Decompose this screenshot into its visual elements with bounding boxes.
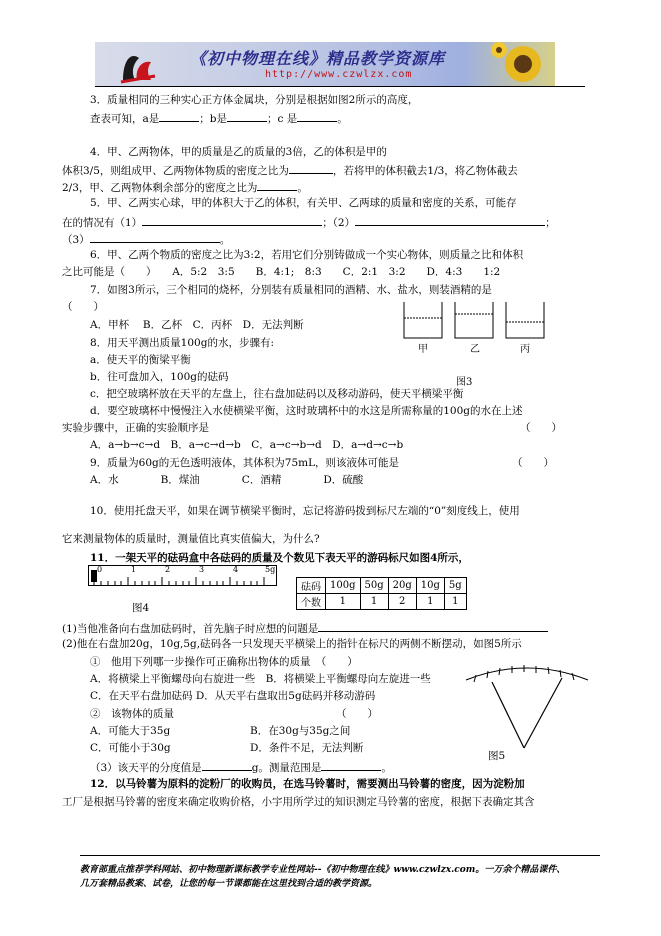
table-cell: 1 (416, 594, 444, 610)
q11-sub2-d: D．条件不足，无法判断 (250, 742, 364, 754)
q3-line2: 查表可知，a是 ；b是 ；c 是 。 (90, 110, 348, 126)
beaker-label-jia: 甲 (418, 344, 428, 355)
beakers-figure (400, 298, 550, 342)
q11-sub2-b: B．在30g与35g之间 (250, 725, 351, 737)
q5-answer-3[interactable] (90, 231, 220, 243)
table-row (297, 578, 467, 594)
q12-line2: 工厂是根据马铃薯的密度来确定收购价格，小宇用所学过的知识测定马铃薯的密度，根据下表确定其含 (62, 796, 535, 808)
q5-line1: 5．甲、乙两实心球，甲的体积大于乙的体积，有关甲、乙两球的质量和密度的关系，可能存 (90, 197, 517, 209)
q4-line3: 2/3，甲、乙两物体剩余部分的密度之比为 。 (62, 179, 308, 195)
sunflower-image (491, 42, 555, 86)
q10-line1: 10．使用托盘天平，如果在调节横梁平衡时，忘记将游码拨到标尺左端的“0”刻度线上，使用 (90, 505, 520, 517)
q4-answer-1[interactable] (289, 162, 333, 174)
q11-p1: (1)当他准备向右盘加砝码时，首先脑子时应想的问题是 (62, 620, 548, 636)
q11-answer-division[interactable] (202, 759, 252, 771)
footer-rule (80, 855, 600, 856)
q4-line2: 体积3/5，则组成甲、乙两物体物质的密度之比为 ，若将甲的体积截去1/3，将乙物体截去 (62, 162, 518, 178)
q8-step-c: c．把空玻璃杯放在天平的左盘上，往右盘加砝码以及移动游码，使天平横梁平衡 (90, 388, 464, 400)
q11-line1: 11．一架天平的砝码盒中各砝码的质量及个数见下表天平的游码标尺如图4所示， (90, 552, 469, 564)
q11-sub2-paren[interactable]: （ ） (336, 708, 378, 720)
q11-sub2-c: C．可能小于30g (90, 742, 171, 754)
ruler-labels: 0 1 2 3 4 5g (97, 565, 276, 574)
q8-options: A．a→b→c→d B．a→c→d→b C．a→c→b→d D．a→d→c→b (90, 439, 404, 451)
pointer-left (492, 682, 524, 748)
q11-sub1: ① 他用下列哪一步操作可正确称出物体的质量 （ ） (90, 656, 358, 668)
footer-line2: 几万套精品教案、试卷，让您的每一节课都能在这里找到合适的教学资源。 (80, 879, 378, 889)
pointer-right (524, 678, 562, 748)
q9-line1: 9．质量为60g的无色透明液体，其体积为75mL，则该液体可能是 (90, 457, 400, 469)
beaker-jia (404, 302, 442, 338)
header-rule (95, 86, 585, 87)
q8-step-a: a．使天平的衡梁平衡 (90, 354, 191, 366)
q11-answer-1[interactable] (318, 620, 548, 632)
table-cell: 2 (388, 594, 416, 610)
weights-table (296, 577, 467, 610)
q11-sub2: ② 该物体的质量 (90, 708, 174, 720)
footer-line1: 教育部重点推荐学科网站、初中物理新课标教学专业性网站--《初中物理在线》www.czwlzx.com。一万余个精品课件、 (80, 865, 566, 875)
q8-step-b: b．往可盘加入，100g的砝码 (90, 371, 229, 383)
banner-url[interactable]: http://www.czwlzx.com (265, 69, 413, 80)
table-cell: 1 (326, 594, 361, 610)
q7-options: A．甲杯 B．乙杯 C．丙杯 D．无法判断 (90, 319, 304, 331)
table-header-cell: 10g (416, 578, 444, 594)
q8-answer-paren[interactable]: （ ） (520, 422, 562, 434)
table-cell: 个数 (297, 594, 326, 610)
q11-sub1-ab: A．将横梁上平衡螺母向右旋进一些 B．将横梁上平衡螺母向左旋进一些 (90, 673, 431, 685)
beaker-yi (455, 302, 493, 338)
q11-p3: （3）该天平的分度值是 g。测量范围是 。 (90, 759, 392, 775)
q8-line6: 实验步骤中，正确的实验顺序是 (62, 422, 209, 434)
q11-sub2-a: A．可能大于35g (90, 725, 171, 737)
q11-p2: (2)他在右盘加20g，10g,5g,砝码各一只发现天平横梁上的指针在标尺的两侧不断摆动，如图5所示 (62, 638, 522, 650)
beaker-label-yi: 乙 (470, 344, 480, 355)
table-header-cell: 5g (444, 578, 466, 594)
q8-step-d: d．要空玻璃杯中慢慢注入水使横梁平衡，这时玻璃杯中的水这是所需称量的100g的水在上述 (90, 405, 523, 417)
table-cell: 1 (444, 594, 466, 610)
q9-options: A．水 B．煤油 C．酒精 D．硫酸 (90, 474, 364, 486)
table-header-cell: 20g (388, 578, 416, 594)
q5-line2: 在的情况有（1） ；（2） ； (62, 214, 556, 230)
q4-answer-2[interactable] (257, 179, 297, 191)
fig3-label: 图3 (456, 377, 473, 388)
q11-sub1-cd: C．在天平右盘加砝码 D．从天平右盘取出5g砝码并移动游码 (90, 690, 376, 702)
q6-line1: 6．甲、乙两个物质的密度之比为3:2，若用它们分别铸做成一个实心物体，则质量之比和体积 (90, 249, 524, 261)
q5-answer-2[interactable] (355, 214, 545, 226)
q3-line1: 3．质量相同的三种实心正方体金属块，分别是根据如图2所示的高度， (90, 94, 419, 106)
beaker-label-bing: 丙 (520, 344, 530, 355)
fig5-label: 图5 (488, 750, 506, 762)
q7-line1: 7．如图3所示，三个相同的烧杯，分别装有质量相同的酒精、水、盐水，则装酒精的是 (90, 284, 492, 296)
table-header-cell: 100g (326, 578, 361, 594)
q11-answer-range[interactable] (321, 759, 381, 771)
table-cell: 1 (360, 594, 388, 610)
table-row (297, 594, 467, 610)
q12-line1: 12．以马铃薯为原料的淀粉厂的收购员，在选马铃薯时，需要测出马铃薯的密度，因为淀粉加 (90, 778, 525, 790)
banner-title: 《初中物理在线》精品教学资源库 (190, 49, 446, 68)
q3-answer-c[interactable] (297, 110, 337, 122)
site-logo-icon (117, 46, 157, 84)
q3-answer-b[interactable] (227, 110, 267, 122)
beaker-bing (506, 302, 544, 338)
q6-line2: 之比可能是（ ） A．5:2 3:5 B．4:1; 8:3 C．2:1 3:2 D．4:3 1:2 (62, 266, 501, 278)
q8-line1: 8．用天平测出质量100g的水，步骤有: (90, 337, 274, 349)
q5-answer-1[interactable] (142, 214, 322, 226)
q7-line2: （ ） (62, 301, 104, 313)
header-banner (95, 42, 555, 86)
q3-answer-a[interactable] (159, 110, 199, 122)
q5-line3: （3） 。 (62, 231, 230, 247)
balance-pointer-figure (462, 660, 592, 760)
q10-line2: 它来测量物体的质量时，测量值比真实值偏大，为什么? (62, 533, 320, 545)
q4-line1: 4．甲、乙两物体，甲的质量是乙的质量的3倍，乙的体积是甲的 (90, 146, 387, 158)
table-header-cell: 砝码 (297, 578, 326, 594)
table-header-cell: 50g (360, 578, 388, 594)
q9-answer-paren[interactable]: （ ） (512, 457, 554, 469)
fig4-label: 图4 (132, 602, 150, 614)
